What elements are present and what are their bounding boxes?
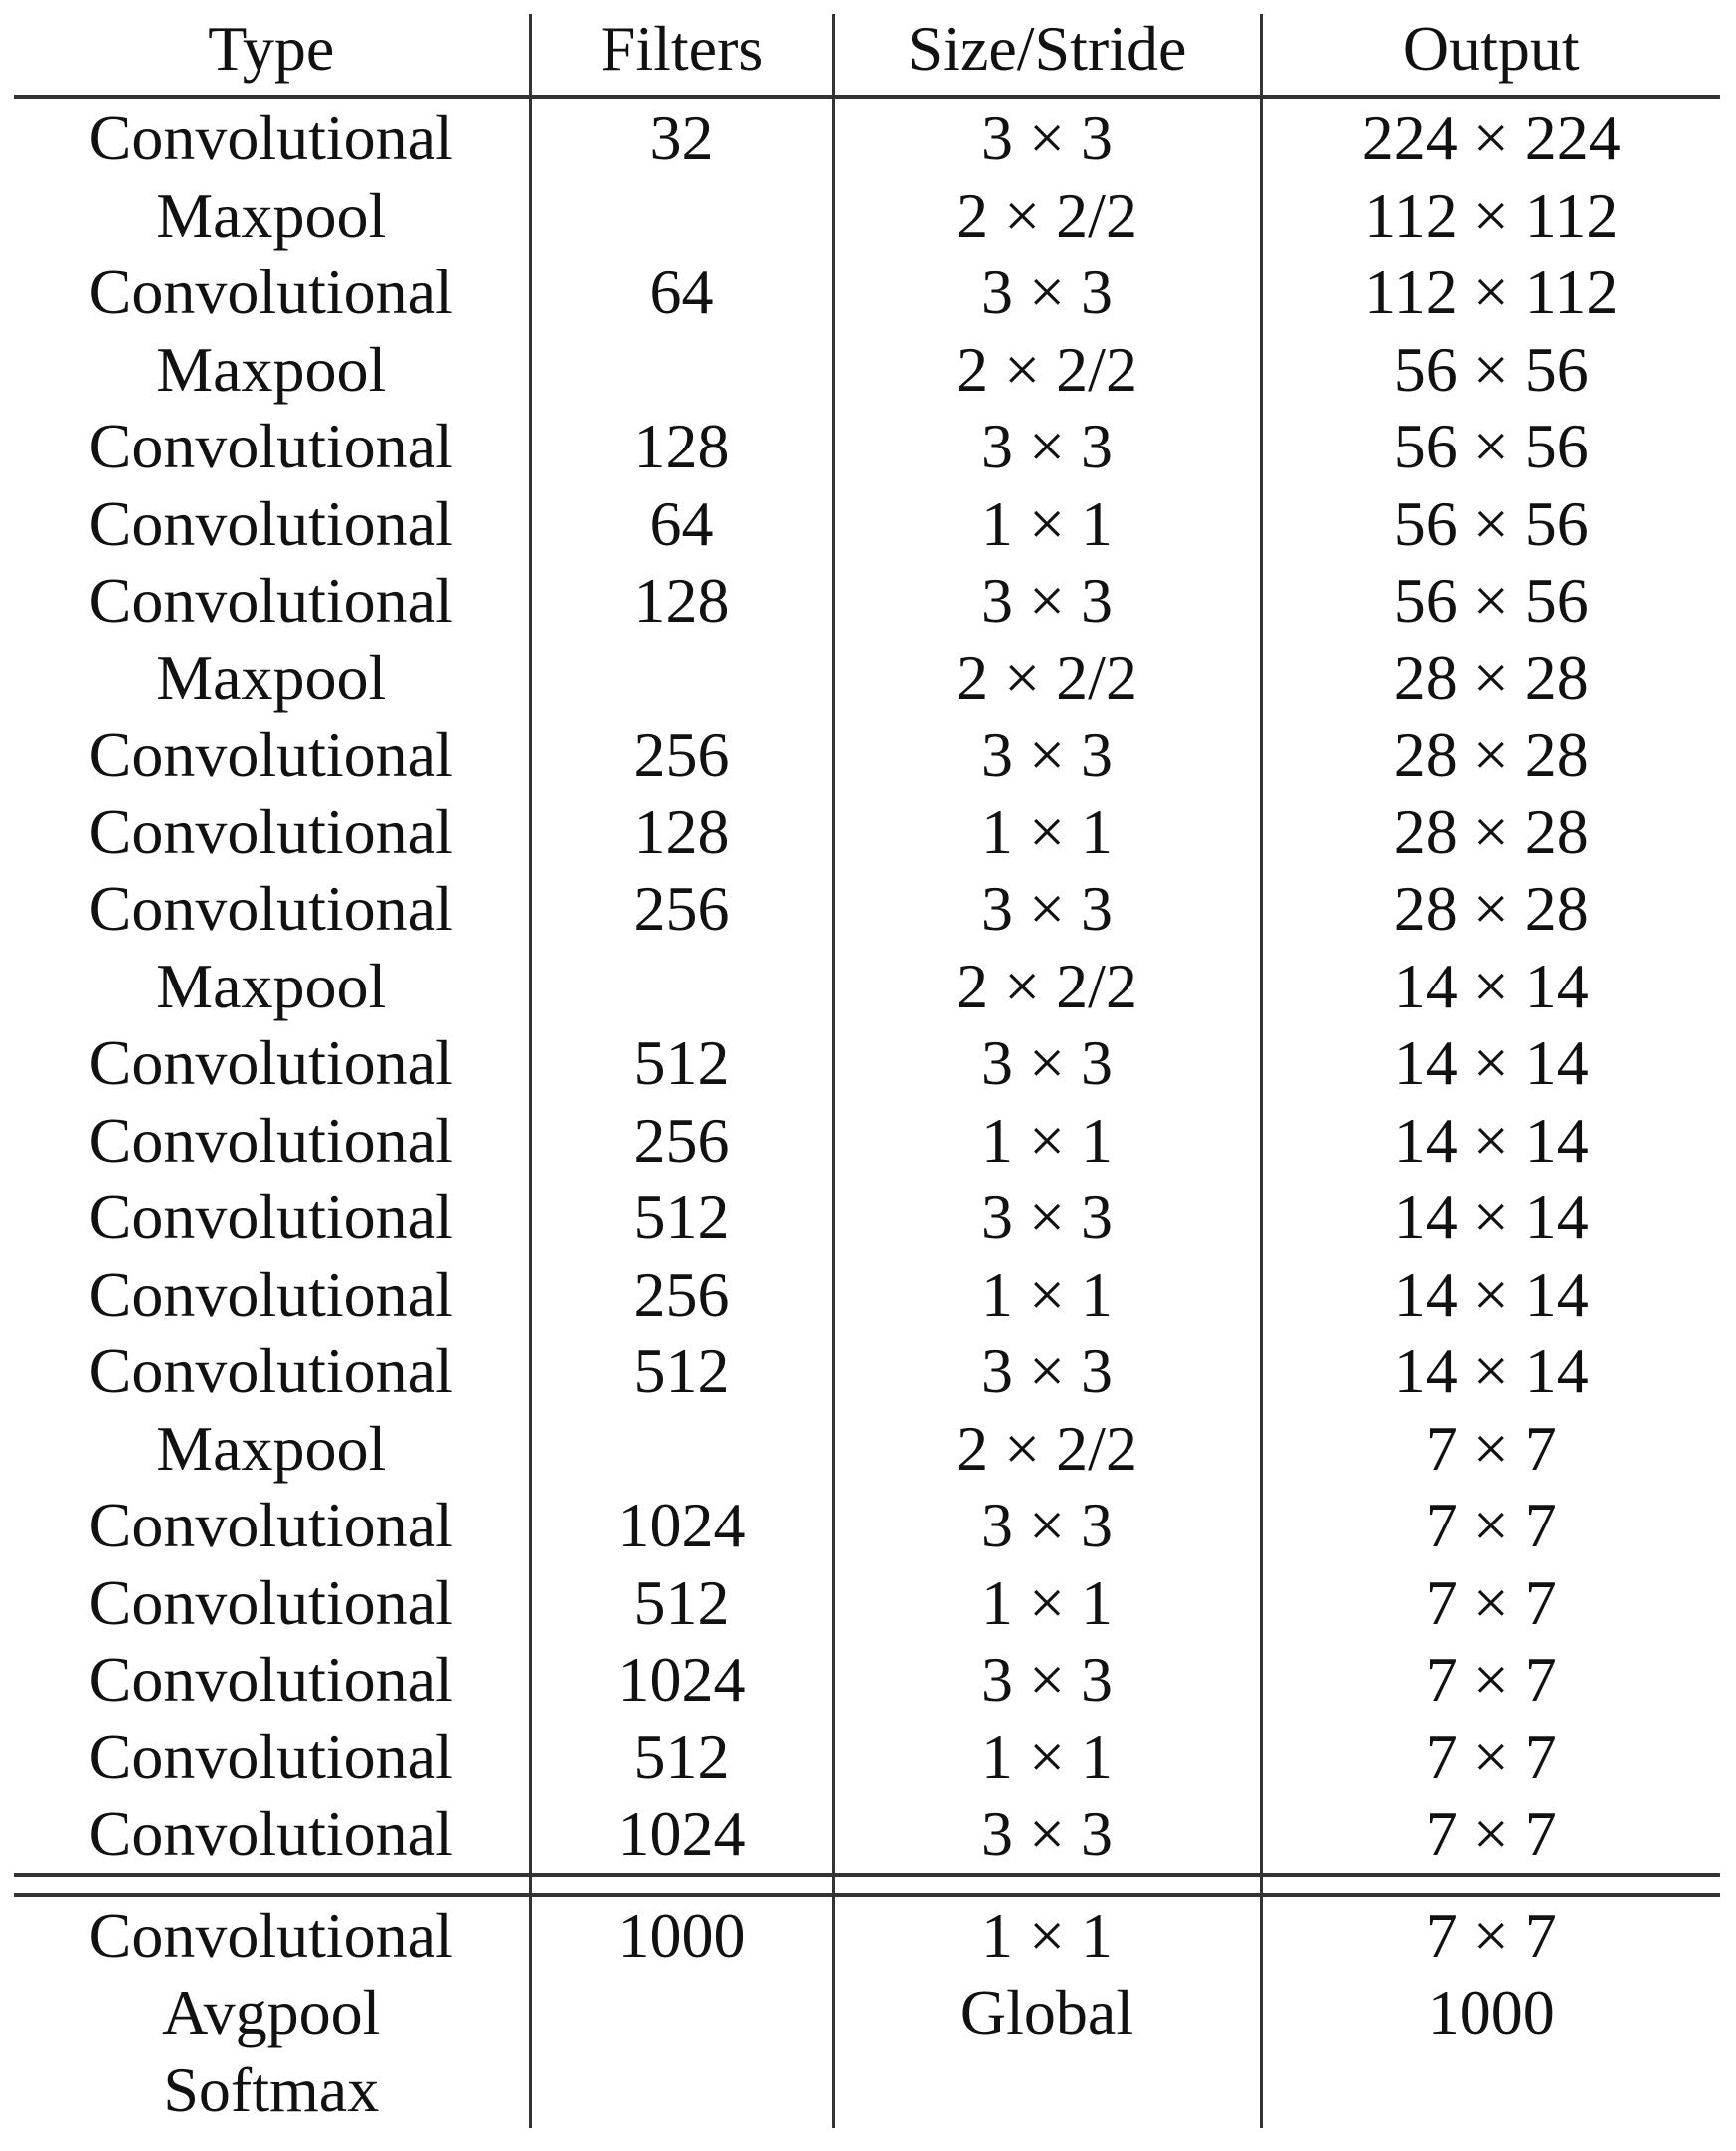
cell-type: Convolutional: [88, 1181, 453, 1252]
cell-type: Maxpool: [156, 1412, 387, 1484]
cell-type: Convolutional: [88, 1720, 453, 1792]
table-row: [14, 1718, 1720, 1796]
table-row: [14, 639, 1720, 717]
table-row: [14, 254, 1720, 331]
cell-output: [1261, 2052, 1720, 2129]
header-type: Type: [14, 14, 530, 97]
cell-size-stride: 3 × 3: [833, 1024, 1261, 1102]
cell-size-stride: 1 × 1: [833, 1895, 1261, 1975]
cell-filters: 64: [530, 485, 833, 563]
classifier-layers-body: [14, 1895, 1720, 2129]
cell-type: Convolutional: [88, 719, 453, 790]
cell-output: 112 × 112: [1261, 254, 1720, 331]
cell-filters: [530, 1410, 833, 1488]
cell-output: 14 × 14: [1261, 1102, 1720, 1179]
cell-type: Convolutional: [88, 565, 453, 635]
cell-size-stride: 2 × 2/2: [833, 177, 1261, 255]
cell-output: 56 × 56: [1261, 331, 1720, 409]
cell-filters: [530, 177, 833, 255]
cell-output: 14 × 14: [1261, 1256, 1720, 1334]
cell-filters: 512: [530, 1024, 833, 1102]
cell-output: 28 × 28: [1261, 794, 1720, 871]
cell-size-stride: 3 × 3: [833, 716, 1261, 794]
cell-filters: 256: [530, 1102, 833, 1179]
cell-size-stride: 1 × 1: [833, 1718, 1261, 1796]
cell-size-stride: 2 × 2/2: [833, 948, 1261, 1025]
cell-size-stride: 3 × 3: [833, 562, 1261, 639]
cell-size-stride: 1 × 1: [833, 1564, 1261, 1642]
table-row: [14, 1974, 1720, 2052]
table-row: [14, 1410, 1720, 1488]
cell-output: 7 × 7: [1261, 1564, 1720, 1642]
cell-filters: 512: [530, 1178, 833, 1256]
cell-output: 1000: [1261, 1974, 1720, 2052]
cell-size-stride: 2 × 2/2: [833, 331, 1261, 409]
cell-type: Convolutional: [88, 1490, 453, 1560]
cell-size-stride: [833, 2052, 1261, 2129]
header-row: [14, 14, 1720, 97]
table-row: [14, 1102, 1720, 1179]
separator-cell: [530, 1875, 833, 1895]
cell-filters: 128: [530, 562, 833, 639]
cell-size-stride: 3 × 3: [833, 1487, 1261, 1564]
cell-output: 7 × 7: [1261, 1410, 1720, 1488]
cell-filters: 128: [530, 408, 833, 485]
cell-type: Maxpool: [156, 641, 387, 713]
cell-type: Convolutional: [88, 257, 453, 327]
cell-output: 7 × 7: [1261, 1718, 1720, 1796]
cell-output: 56 × 56: [1261, 562, 1720, 639]
cell-output: 56 × 56: [1261, 485, 1720, 563]
table-row: [14, 1795, 1720, 1875]
cell-size-stride: 3 × 3: [833, 254, 1261, 331]
cell-size-stride: 3 × 3: [833, 1333, 1261, 1410]
cell-filters: 512: [530, 1564, 833, 1642]
cell-output: 224 × 224: [1261, 97, 1720, 177]
cell-output: 56 × 56: [1261, 408, 1720, 485]
table-row: [14, 1256, 1720, 1334]
cell-size-stride: 2 × 2/2: [833, 639, 1261, 717]
cell-type: Convolutional: [88, 487, 453, 559]
cell-size-stride: Global: [833, 1974, 1261, 2052]
header-size-stride: Size/Stride: [833, 14, 1261, 97]
header-filters: Filters: [530, 14, 833, 97]
cell-type: Convolutional: [88, 1027, 453, 1098]
cell-filters: 1024: [530, 1795, 833, 1875]
cell-output: 7 × 7: [1261, 1795, 1720, 1875]
cell-filters: 1024: [530, 1641, 833, 1718]
cell-filters: [530, 1974, 833, 2052]
cell-type: Convolutional: [88, 1336, 453, 1406]
cell-size-stride: 2 × 2/2: [833, 1410, 1261, 1488]
cell-filters: [530, 948, 833, 1025]
cell-type: Maxpool: [156, 333, 387, 405]
cell-filters: 512: [530, 1718, 833, 1796]
cell-output: 28 × 28: [1261, 716, 1720, 794]
table-row: [14, 1333, 1720, 1410]
table-row: [14, 562, 1720, 639]
cell-type: Maxpool: [156, 179, 387, 251]
table-row: [14, 948, 1720, 1025]
cell-output: 14 × 14: [1261, 1333, 1720, 1410]
cell-type: Convolutional: [88, 1644, 453, 1714]
cell-type: Softmax: [163, 2054, 380, 2125]
cell-type: Convolutional: [88, 1566, 453, 1638]
cell-type: Avgpool: [162, 1977, 381, 2048]
cell-output: 28 × 28: [1261, 639, 1720, 717]
cell-size-stride: 3 × 3: [833, 1641, 1261, 1718]
cell-type: Convolutional: [88, 1258, 453, 1330]
separator-cell: [833, 1875, 1261, 1895]
cell-type: Convolutional: [14, 1795, 530, 1875]
cell-filters: 128: [530, 794, 833, 871]
table-row: [14, 177, 1720, 255]
cell-filters: 256: [530, 716, 833, 794]
section-separator: [14, 1875, 1720, 1895]
table-row: [14, 331, 1720, 409]
cell-type: Convolutional: [88, 873, 453, 944]
table-row: [14, 97, 1720, 177]
cell-filters: 512: [530, 1333, 833, 1410]
table-row: [14, 485, 1720, 563]
cell-output: 7 × 7: [1261, 1487, 1720, 1564]
table-row: [14, 1024, 1720, 1102]
cell-output: 28 × 28: [1261, 870, 1720, 948]
separator-cell: [14, 1875, 530, 1895]
cell-output: 14 × 14: [1261, 1024, 1720, 1102]
cell-output: 14 × 14: [1261, 1178, 1720, 1256]
cell-size-stride: 1 × 1: [833, 1102, 1261, 1179]
cell-filters: 256: [530, 870, 833, 948]
layer-table-container: [14, 14, 1720, 2128]
cell-type: Convolutional: [88, 796, 453, 867]
table-row: [14, 716, 1720, 794]
table-row: [14, 1641, 1720, 1718]
cell-size-stride: 1 × 1: [833, 794, 1261, 871]
darknet-layer-table: [14, 14, 1720, 2128]
cell-size-stride: 3 × 3: [833, 1795, 1261, 1875]
table-row: [14, 2052, 1720, 2129]
cell-size-stride: 1 × 1: [833, 485, 1261, 563]
cell-type: Convolutional: [88, 1899, 453, 1971]
cell-size-stride: 3 × 3: [833, 870, 1261, 948]
cell-filters: [530, 639, 833, 717]
table-row: [14, 1487, 1720, 1564]
table-row: [14, 1895, 1720, 1975]
cell-output: 112 × 112: [1261, 177, 1720, 255]
table-row: [14, 794, 1720, 871]
cell-type: Convolutional: [88, 411, 453, 481]
cell-filters: 1024: [530, 1487, 833, 1564]
cell-type: Convolutional: [88, 102, 453, 173]
header-output: Output: [1261, 14, 1720, 97]
table-row: [14, 408, 1720, 485]
cell-filters: 32: [530, 97, 833, 177]
cell-size-stride: 3 × 3: [833, 1178, 1261, 1256]
table-row: [14, 1178, 1720, 1256]
separator-cell: [1261, 1875, 1720, 1895]
cell-filters: 64: [530, 254, 833, 331]
cell-output: 7 × 7: [1261, 1641, 1720, 1718]
cell-filters: [530, 2052, 833, 2129]
cell-output: 7 × 7: [1261, 1895, 1720, 1975]
table-row: [14, 1564, 1720, 1642]
cell-size-stride: 3 × 3: [833, 408, 1261, 485]
separator-row: [14, 1875, 1720, 1895]
cell-filters: 256: [530, 1256, 833, 1334]
cell-type: Maxpool: [156, 950, 387, 1021]
cell-type: Convolutional: [88, 1104, 453, 1175]
table-row: [14, 870, 1720, 948]
cell-size-stride: 1 × 1: [833, 1256, 1261, 1334]
cell-size-stride: 3 × 3: [833, 97, 1261, 177]
table-header: [14, 14, 1720, 97]
cell-output: 14 × 14: [1261, 948, 1720, 1025]
cell-filters: 1000: [530, 1895, 833, 1975]
feature-layers-body: [14, 97, 1720, 1875]
cell-filters: [530, 331, 833, 409]
